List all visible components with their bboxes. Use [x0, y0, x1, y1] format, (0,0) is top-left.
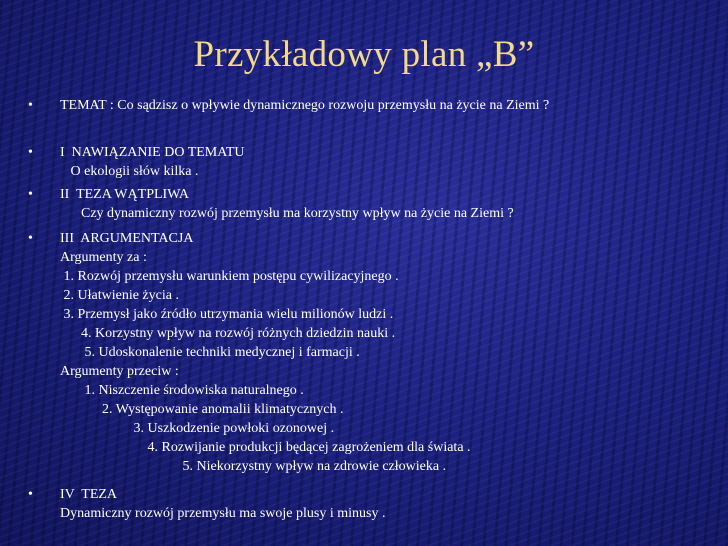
bullet-line: TEMAT : Co sądzisz o wpływie dynamicznego rozwoju przemysłu na życie na Ziemi ?	[60, 98, 550, 113]
bullet-line: Argumenty za :	[60, 250, 147, 265]
bullet-line: O ekologii słów kilka .	[60, 164, 199, 179]
bullet-dot: •	[28, 145, 33, 160]
bullet-line: Dynamiczny rozwój przemysłu ma swoje plusy i minusy .	[60, 506, 386, 521]
bullet-line: Argumenty przeciw :	[60, 364, 179, 379]
bullet-line: 1. Rozwój przemysłu warunkiem postępu cywilizacyjnego .	[60, 269, 399, 284]
bullet-line: 3. Przemysł jako źródło utrzymania wielu milionów ludzi .	[60, 307, 394, 322]
bullet-line: 3. Uszkodzenie powłoki ozonowej .	[60, 421, 335, 436]
bullet-line: 4. Korzystny wpływ na rozwój różnych dziedzin nauki .	[60, 326, 396, 341]
bullet-line: Czy dynamiczny rozwój przemysłu ma korzystny wpływ na życie na Ziemi ?	[60, 206, 514, 221]
bullet-line: 1. Niszczenie środowiska naturalnego .	[60, 383, 304, 398]
bullet-line: 2. Ułatwienie życia .	[60, 288, 179, 303]
bullet-line: III ARGUMENTACJA	[60, 231, 194, 246]
bullet-dot: •	[28, 98, 33, 113]
bullet-line: II TEZA WĄTPLIWA	[60, 187, 189, 202]
bullet-line: I NAWIĄZANIE DO TEMATU	[60, 145, 245, 160]
bullet-line: IV TEZA	[60, 487, 118, 502]
bullet-line: 2. Występowanie anomalii klimatycznych .	[60, 402, 344, 417]
bullet-line: 5. Niekorzystny wpływ na zdrowie człowieka .	[60, 459, 447, 474]
slide-title: Przykładowy plan „B”	[193, 34, 535, 75]
bullet-dot: •	[28, 231, 33, 246]
bullet-dot: •	[28, 487, 33, 502]
bullet-line: 4. Rozwijanie produkcji będącej zagrożeniem dla świata .	[60, 440, 471, 455]
bullet-line: 5. Udoskonalenie techniki medycznej i farmacji .	[60, 345, 360, 360]
bullet-dot: •	[28, 187, 33, 202]
